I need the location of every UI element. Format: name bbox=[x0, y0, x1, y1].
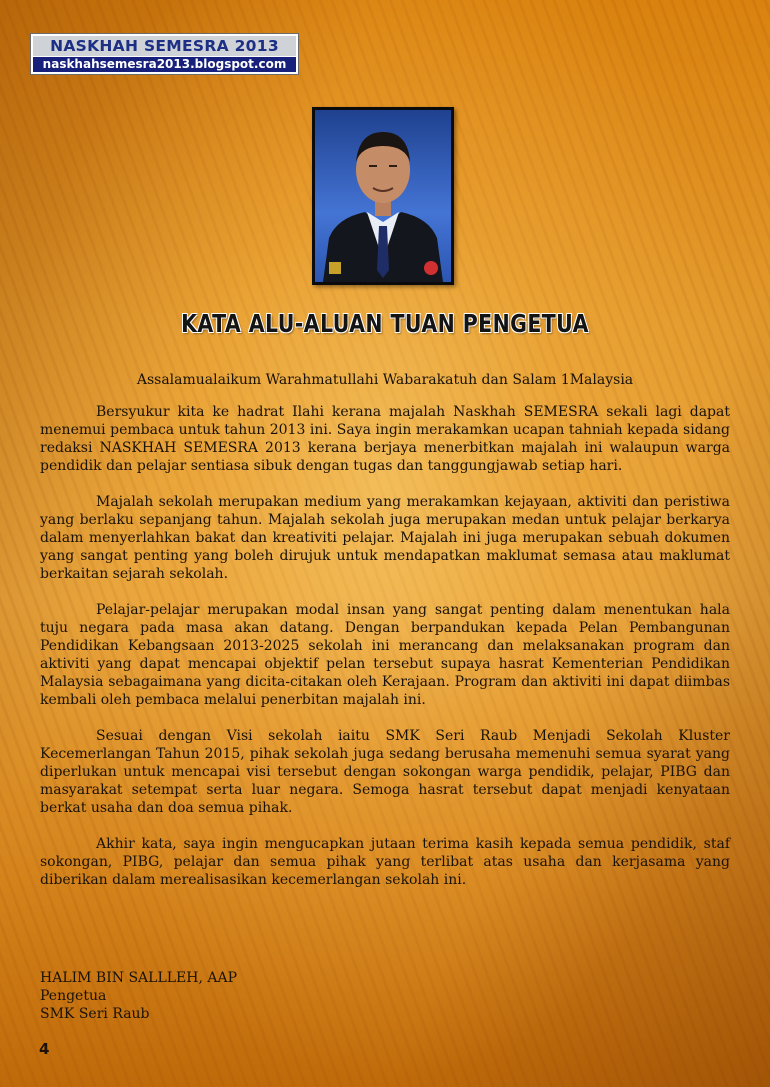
greeting-text: Assalamualaikum Warahmatullahi Wabarakatuh dan Salam 1Malaysia bbox=[136, 372, 634, 388]
page-heading: KATA ALU-ALUAN TUAN PENGETUA bbox=[181, 309, 589, 338]
signature-name: HALIM BIN SALLLEH, AAP bbox=[40, 970, 238, 986]
page-number: 4 bbox=[39, 1040, 50, 1058]
paragraph: Sesuai dengan Visi sekolah iaitu SMK Seri Raub Menjadi Sekolah Kluster Kecemerlangan Tahun 2015, pihak sekolah juga sedang berusaha memenuhi semua syarat yang diperlukan untuk mencapai visi tersebut dengan sokongan warga pendidik, pelajar, PIBG dan masyarakat setempat serta luar negara. Semoga hasrat tersebut dapat menjadi kenyataan berkat usaha dan doa semua pihak. bbox=[40, 728, 730, 816]
banner-title: NASKHAH SEMESRA 2013 bbox=[33, 36, 296, 56]
signature-school: SMK Seri Raub bbox=[40, 1006, 150, 1022]
banner-url: naskhahsemesra2013.blogspot.com bbox=[33, 57, 296, 72]
signature-block bbox=[40, 969, 237, 1023]
paragraph: Majalah sekolah merupakan medium yang merakamkan kejayaan, aktiviti dan peristiwa yang berlaku sepanjang tahun. Majalah sekolah juga merupakan medan untuk pelajar berkarya dalam menyerlahkan bakat dan kreativiti pelajar. Majalah ini juga merupakan sebuah dokumen yang sangat penting yang boleh dirujuk untuk mendapatkan maklumat semasa atau maklumat berkaitan sejarah sekolah. bbox=[40, 494, 730, 582]
paragraph: Akhir kata, saya ingin mengucapkan jutaan terima kasih kepada semua pendidik, staf sokongan, PIBG, pelajar dan semua pihak yang terlibat atas usaha dan kerjasama yang diberikan dalam merealisasikan kecemerlangan sekolah ini. bbox=[40, 836, 730, 888]
paragraph: Pelajar-pelajar merupakan modal insan yang sangat penting dalam menentukan hala tuju negara pada masa akan datang. Dengan berpandukan kepada Pelan Pembangunan Pendidikan Kebangsaan 2013-2025 sekolah ini merancang dan melaksanakan program dan aktiviti yang dapat mencapai objektif pelan tersebut supaya hasrat Kementerian Pendidikan Malaysia sebagaimana yang dicita-citakan oleh Kerajaan. Program dan aktiviti ini dapat diimbas kembali oleh pembaca melalui penerbitan majalah ini. bbox=[40, 602, 730, 708]
paragraph: Bersyukur kita ke hadrat Ilahi kerana majalah Naskhah SEMESRA sekali lagi dapat menemui pembaca untuk tahun 2013 ini. Saya ingin merakamkan ucapan tahniah kepada sidang redaksi NASKHAH SEMESRA 2013 kerana berjaya menerbitkan majalah ini walaupun warga pendidik dan pelajar sentiasa sibuk dengan tugas dan tanggungjawab setiap hari. bbox=[40, 404, 730, 474]
magazine-banner bbox=[30, 33, 299, 75]
principal-photo bbox=[315, 110, 451, 282]
signature-position: Pengetua bbox=[40, 988, 107, 1004]
article-body bbox=[40, 403, 730, 907]
principal-photo-frame bbox=[312, 107, 454, 285]
